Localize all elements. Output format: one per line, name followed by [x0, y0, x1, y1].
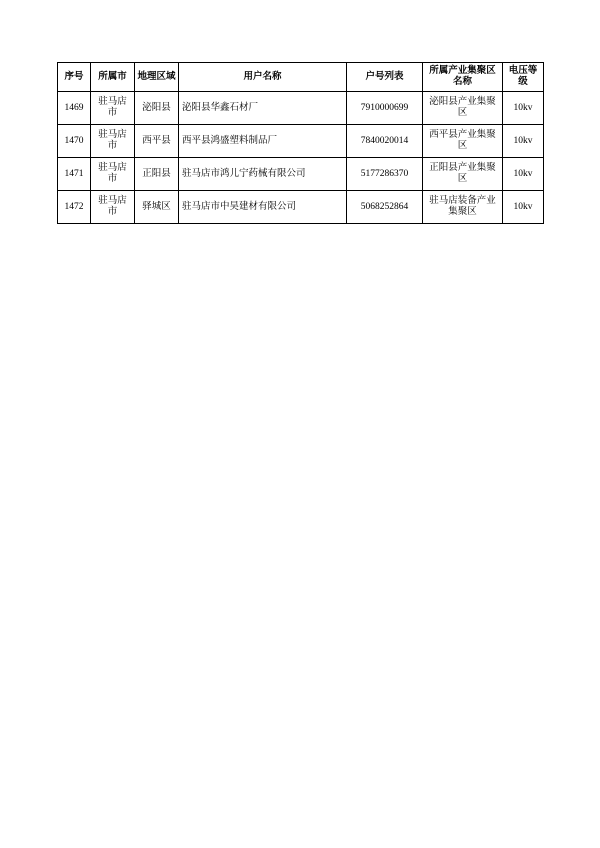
cell-voltage: 10kv — [503, 158, 544, 191]
column-header-voltage-level: 电压等级 — [503, 63, 544, 92]
column-header-city: 所属市 — [91, 63, 135, 92]
table-header — [58, 63, 544, 92]
cell-region: 泌阳县 — [135, 92, 179, 125]
table-row — [58, 125, 544, 158]
table-row — [58, 191, 544, 224]
column-header-zone-name: 所属产业集聚区名称 — [423, 63, 503, 92]
cell-seq: 1472 — [58, 191, 91, 224]
cell-zone: 西平县产业集聚区 — [423, 125, 503, 158]
cell-region: 西平县 — [135, 125, 179, 158]
table-header-row — [58, 63, 544, 92]
cell-user-name: 驻马店市中昊建材有限公司 — [179, 191, 347, 224]
cell-zone: 正阳县产业集聚区 — [423, 158, 503, 191]
cell-zone: 驻马店装备产业集聚区 — [423, 191, 503, 224]
cell-voltage: 10kv — [503, 92, 544, 125]
column-header-account-list: 户号列表 — [347, 63, 423, 92]
cell-account: 5177286370 — [347, 158, 423, 191]
cell-account: 7910000699 — [347, 92, 423, 125]
cell-zone: 泌阳县产业集聚区 — [423, 92, 503, 125]
cell-city: 驻马店市 — [91, 125, 135, 158]
cell-account: 7840020014 — [347, 125, 423, 158]
table-row — [58, 92, 544, 125]
cell-account: 5068252864 — [347, 191, 423, 224]
column-header-region: 地理区域 — [135, 63, 179, 92]
cell-city: 驻马店市 — [91, 191, 135, 224]
cell-region: 正阳县 — [135, 158, 179, 191]
cell-seq: 1471 — [58, 158, 91, 191]
column-header-user-name: 用户名称 — [179, 63, 347, 92]
cell-seq: 1469 — [58, 92, 91, 125]
cell-voltage: 10kv — [503, 191, 544, 224]
cell-region: 驿城区 — [135, 191, 179, 224]
cell-city: 驻马店市 — [91, 158, 135, 191]
user-list-table — [57, 62, 544, 224]
cell-city: 驻马店市 — [91, 92, 135, 125]
cell-seq: 1470 — [58, 125, 91, 158]
table-body — [58, 92, 544, 224]
cell-user-name: 西平县鸿盛塑料制品厂 — [179, 125, 347, 158]
column-header-seq: 序号 — [58, 63, 91, 92]
table-row — [58, 158, 544, 191]
table-container — [57, 62, 543, 224]
cell-user-name: 泌阳县华鑫石材厂 — [179, 92, 347, 125]
cell-voltage: 10kv — [503, 125, 544, 158]
cell-user-name: 驻马店市鸿儿宁药械有限公司 — [179, 158, 347, 191]
